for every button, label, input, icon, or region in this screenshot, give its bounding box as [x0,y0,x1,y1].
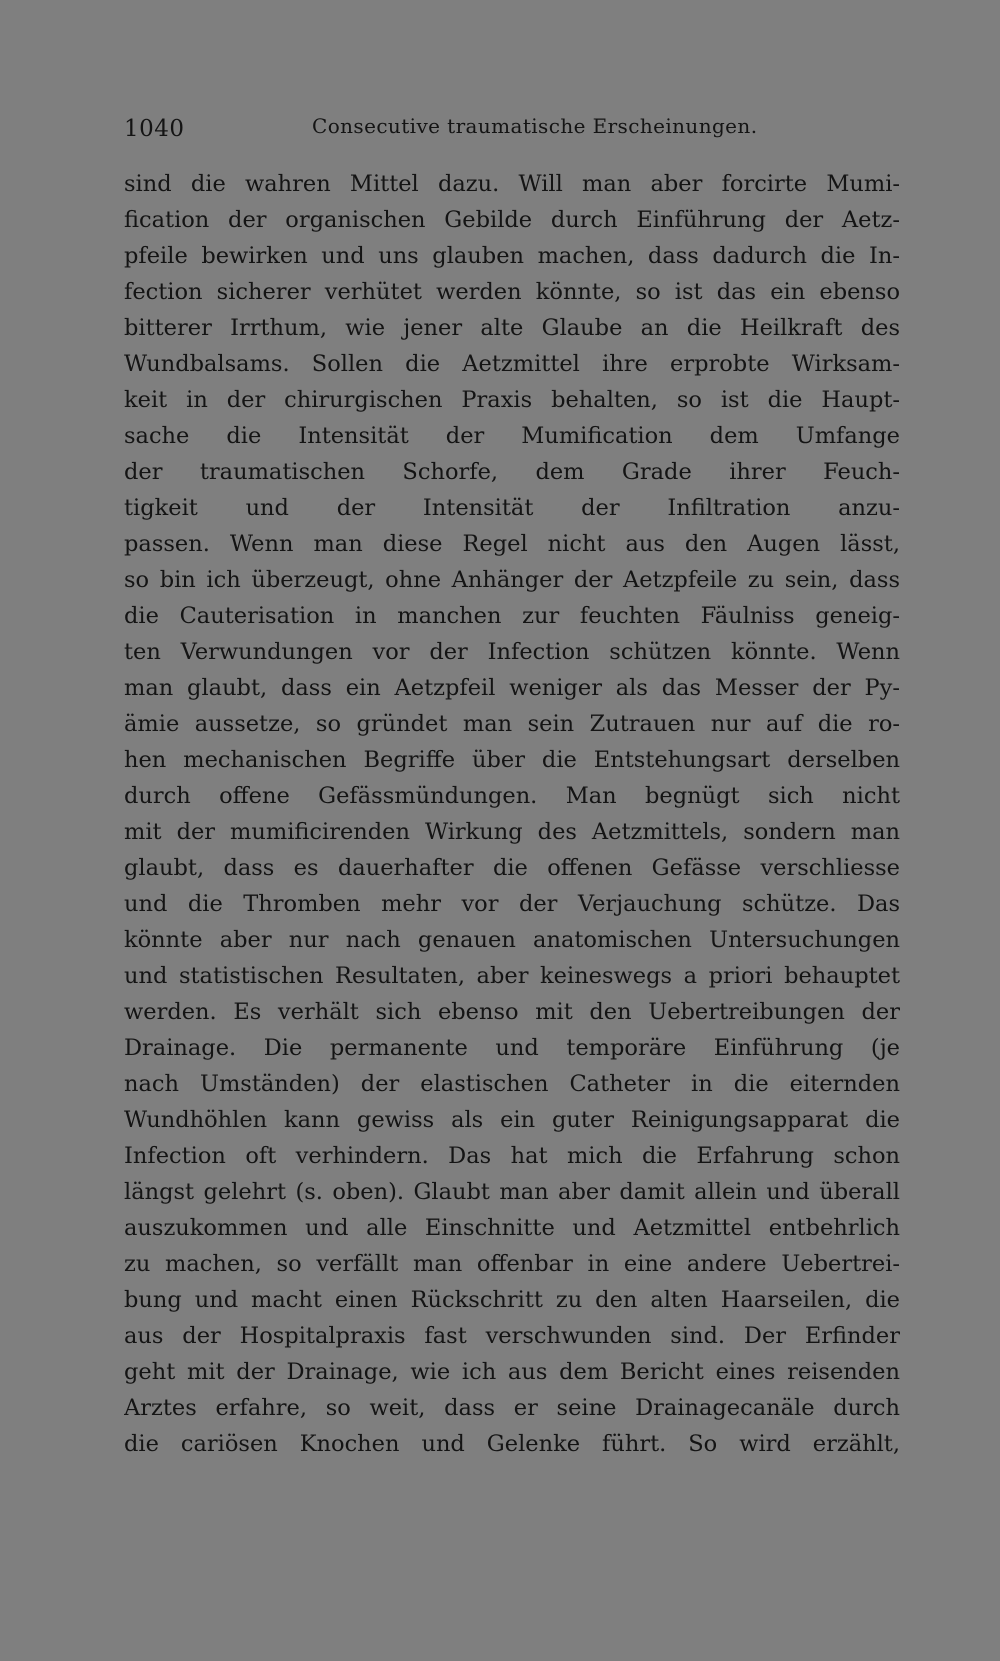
text-line: sind die wahren Mittel dazu. Will man aber forcirte Mumi- [124,171,900,197]
text-line: ämie aussetze, so gründet man sein Zutrauen nur auf die ro- [124,711,900,737]
body-text [124,166,900,1462]
text-line: sache die Intensität der Mumification dem Umfange [124,423,900,449]
running-title: Consecutive traumatische Erscheinungen. [312,114,758,138]
text-line: man glaubt, dass ein Aetzpfeil weniger als das Messer der Py- [124,675,900,701]
text-line: Wundhöhlen kann gewiss als ein guter Reinigungsapparat die [124,1107,900,1133]
text-line: ten Verwundungen vor der Infection schützen könnte. Wenn [124,639,900,665]
text-line: aus der Hospitalpraxis fast verschwunden sind. Der Erfinder [124,1323,900,1349]
text-line: auszukommen und alle Einschnitte und Aetzmittel entbehrlich [124,1215,900,1241]
text-line: die Cauterisation in manchen zur feuchten Fäulniss geneig- [124,603,900,629]
text-line: Wundbalsams. Sollen die Aetzmittel ihre erprobte Wirksam- [124,351,900,377]
text-line: und die Thromben mehr vor der Verjauchung schütze. Das [124,891,900,917]
page-number: 1040 [124,116,185,142]
text-line: pfeile bewirken und uns glauben machen, dass dadurch die In- [124,243,900,269]
page-header [124,112,899,148]
text-line: passen. Wenn man diese Regel nicht aus den Augen lässt, [124,531,900,557]
text-line: keit in der chirurgischen Praxis behalten, so ist die Haupt- [124,387,900,413]
text-line: Drainage. Die permanente und temporäre Einführung (je [124,1035,900,1061]
text-line: mit der mumificirenden Wirkung des Aetzmittels, sondern man [124,819,900,845]
text-line: durch offene Gefässmündungen. Man begnügt sich nicht [124,783,900,809]
text-line: fection sicherer verhütet werden könnte, so ist das ein ebenso [124,279,900,305]
text-line: der traumatischen Schorfe, dem Grade ihrer Feuch- [124,459,900,485]
text-line: so bin ich überzeugt, ohne Anhänger der Aetzpfeile zu sein, dass [124,567,900,593]
text-line: Infection oft verhindern. Das hat mich die Erfahrung schon [124,1143,900,1169]
text-line: bitterer Irrthum, wie jener alte Glaube an die Heilkraft des [124,315,900,341]
text-line: zu machen, so verfällt man offenbar in eine andere Uebertrei- [124,1251,900,1277]
text-line: bung und macht einen Rückschritt zu den alten Haarseilen, die [124,1287,900,1313]
text-line: längst gelehrt (s. oben). Glaubt man aber damit allein und überall [124,1179,900,1205]
text-line: die cariösen Knochen und Gelenke führt. So wird erzählt, [124,1431,900,1457]
text-line: und statistischen Resultaten, aber keineswegs a priori behauptet [124,963,900,989]
text-line: fication der organischen Gebilde durch Einführung der Aetz- [124,207,900,233]
text-line: werden. Es verhält sich ebenso mit den Uebertreibungen der [124,999,900,1025]
text-line: glaubt, dass es dauerhafter die offenen Gefässe verschliesse [124,855,900,881]
text-line: tigkeit und der Intensität der Infiltration anzu- [124,495,900,521]
text-line: nach Umständen) der elastischen Catheter in die eiternden [124,1071,900,1097]
text-line: hen mechanischen Begriffe über die Entstehungsart derselben [124,747,900,773]
text-line: Arztes erfahre, so weit, dass er seine Drainagecanäle durch [124,1395,900,1421]
text-line: könnte aber nur nach genauen anatomischen Untersuchungen [124,927,900,953]
text-line: geht mit der Drainage, wie ich aus dem Bericht eines reisenden [124,1359,900,1385]
